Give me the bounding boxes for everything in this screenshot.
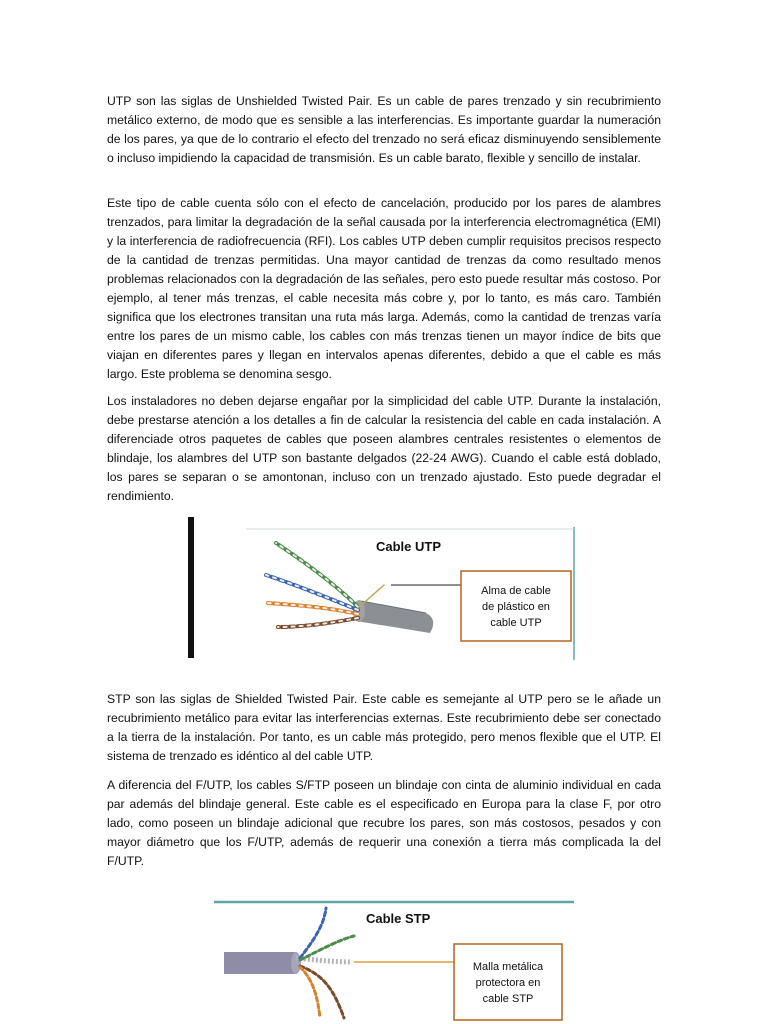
utp-figure-title: Cable UTP xyxy=(376,539,442,554)
paragraph-utp-intro: UTP son las siglas de Unshielded Twisted Pair. Es un cable de pares trenzado y sin recubrimiento metálico externo, de modo que es sensible a las interferencias. Es importante guardar la numeración de los pares, ya que de lo contrario el efecto del trenzado no será eficaz disminuyendo sensiblemente o incluso impidiendo la capacidad de transmisión. Es un cable barato, flexible y sencillo de instalar. xyxy=(107,94,661,165)
utp-callout-line-3: cable UTP xyxy=(490,617,542,629)
utp-callout-line-2: de plástico en xyxy=(482,601,550,613)
paragraph-cancelation: Este tipo de cable cuenta sólo con el efecto de cancelación, producido por los pares de alambres trenzados, para limitar la degradación de la señal causada por la interferencia electromagnética (EMI) y la interferencia de radiofrecuencia (RFI). Los cables UTP deben cumplir requisitos precisos respecto de la cantidad de trenzas permitidas. Una mayor cantidad de trenzas da como resultado menos problemas relacionados con la degradación de las señales, pero esto puede resultar más costoso. Por ejemplo, al tener más trenzas, el cable necesita más cobre y, por lo tanto, es más caro. También significa que los electrones transitan una ruta más larga. Además, como la cantidad de trenzas varía entre los pares de un mismo cable, los cables con más trenzas tienen un mayor índice de bits que viajan en diferentes pares y llegan en intervalos apenas diferentes, debido a que el cable es más largo. Este problema se denomina sesgo. xyxy=(107,196,661,381)
stp-cable-jacket xyxy=(224,952,301,974)
utp-figure-left-bar xyxy=(188,517,194,658)
stp-cable-figure xyxy=(214,900,574,1024)
utp-cable-figure xyxy=(186,515,586,660)
utp-callout-line-1: Alma de cable xyxy=(481,585,551,597)
stp-callout-line-3: cable STP xyxy=(482,993,534,1005)
stp-callout-line-2: protectora en xyxy=(475,977,541,989)
paragraph-stp-intro: STP son las siglas de Shielded Twisted Pair. Este cable es semejante al UTP pero se le añade un recubrimiento metálico para evitar las interferencias externas. Este recubrimiento debe ser conectado a la tierra de la instalación. Por tanto, es un cable más protegido, pero menos flexible que el UTP. El sistema de trenzado es idéntico al del cable UTP. xyxy=(107,692,661,763)
stp-figure-title: Cable STP xyxy=(366,911,431,926)
stp-callout-line-1: Malla metálica xyxy=(472,961,544,973)
paragraph-installers: Los instaladores no deben dejarse engañar por la simplicidad del cable UTP. Durante la instalación, debe prestarse atención a los detalles a fin de calcular la resistencia del cable en cada instalación. A diferenciade otros paquetes de cables que poseen alambres centrales resistentes o elementos de blindaje, los alambres del UTP son bastante delgados (22-24 AWG). Cuando el cable está doblado, los pares se separan o se amontonan, incluso con un trenzado ajustado. Esto puede degradar el rendimiento. xyxy=(107,394,661,503)
paragraph-sftp: A diferencia del F/UTP, los cables S/FTP poseen un blindaje con cinta de aluminio individual en cada par además del blindaje general. Este cable es el especificado en Europa para la clase F, por otro lado, como poseen un blindaje adicional que recubre los pares, son más costosos, pesados y con mayor diámetro que los F/UTP, además de requerir una conexión a tierra más complicada la del F/UTP. xyxy=(107,778,661,868)
